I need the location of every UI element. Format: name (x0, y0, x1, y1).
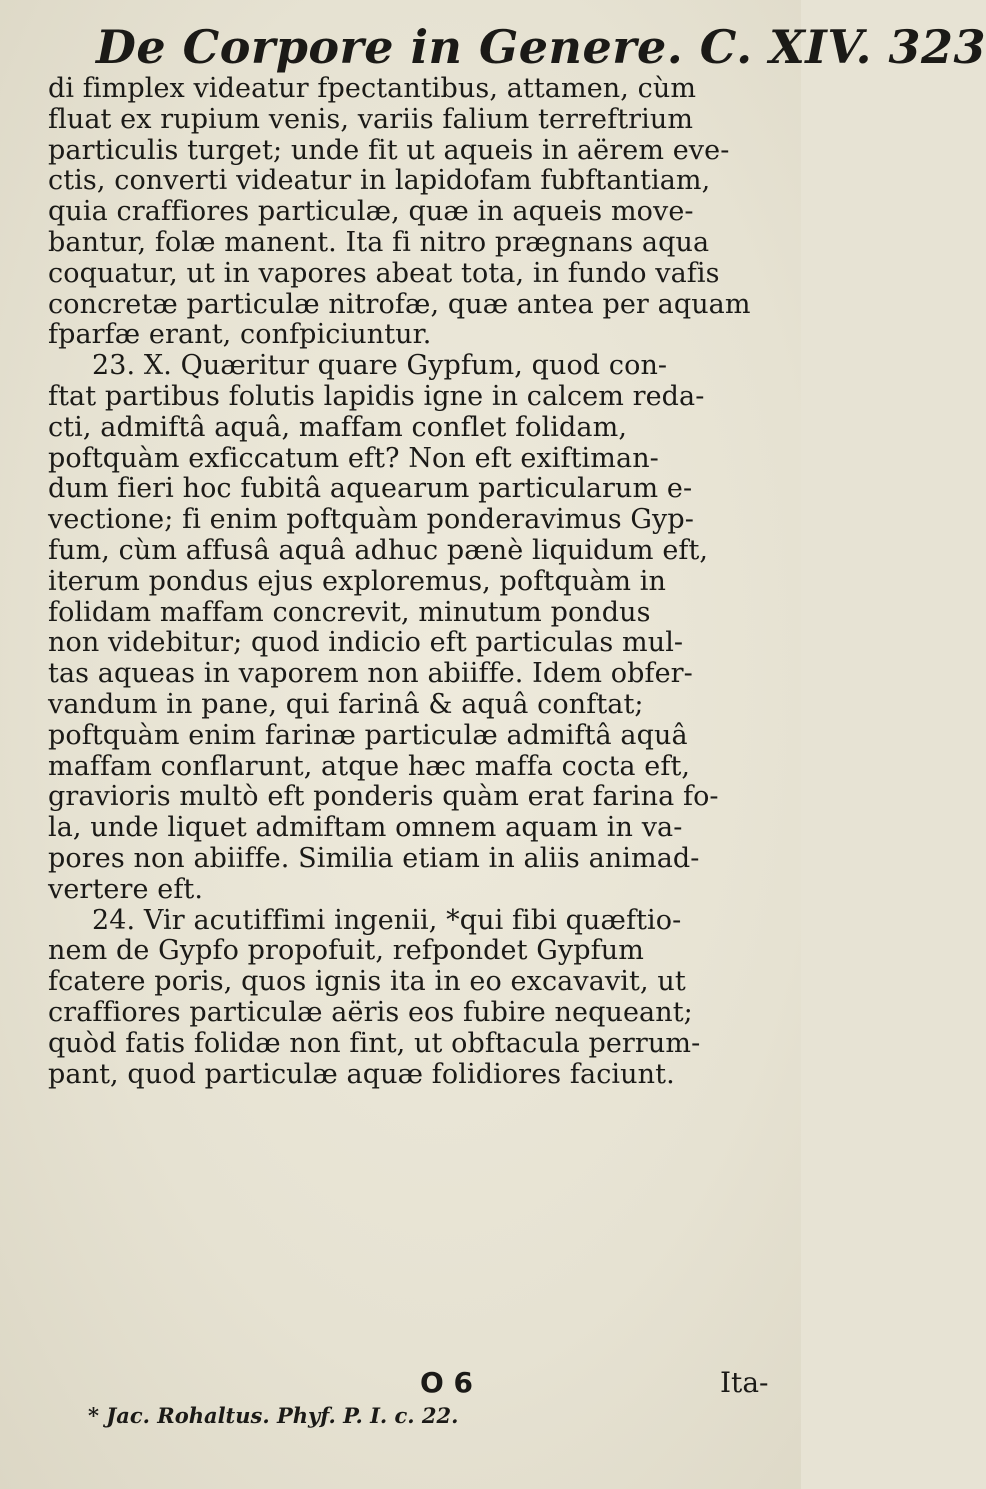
text-line: folidam maffam concrevit, minutum pondus (48, 596, 651, 628)
text-line: ftat partibus folutis lapidis igne in calcem reda- (48, 380, 705, 412)
text-line: bantur, folæ manent. Ita fi nitro prægnans aqua (48, 226, 710, 258)
text-line: ctis, converti videatur in lapidofam fubftantiam, (48, 165, 711, 197)
footnote: * Jac. Rohaltus. Phyf. P. I. c. 22. (88, 1403, 459, 1428)
text-line: nem de Gypfo propofuit, refpondet Gypfum (48, 935, 644, 967)
text-line: poftquàm enim farinæ particulæ admiftâ aquâ (48, 719, 688, 751)
text-line: gravioris multò eft ponderis quàm erat farina fo- (48, 781, 719, 813)
text-line: vandum in pane, qui farinâ & aquâ conftat; (48, 688, 644, 720)
text-line: la, unde liquet admiftam omnem aquam in va- (48, 812, 683, 844)
text-line: poftquàm exficcatum eft? Non eft exiftiman- (48, 442, 659, 474)
catchword: Ita- (720, 1366, 769, 1399)
text-line: particulis turget; unde fit ut aqueis in aërem eve- (48, 134, 730, 166)
signature-line (48, 1366, 788, 1400)
text-line: pores non abiiffe. Similia etiam in aliis animad- (48, 842, 700, 874)
text-line: non videbitur; quod indicio eft particulas mul- (48, 627, 684, 659)
signature-mark: O 6 (420, 1366, 474, 1399)
body-text (48, 74, 788, 1090)
text-line: fcatere poris, quos ignis ita in eo excavavit, ut (48, 966, 686, 998)
text-line: 23. X. Quæritur quare Gypfum, quod con- (92, 350, 668, 382)
running-header: De Corpore in Genere. C. XIV. 323 (96, 20, 986, 74)
text-line: fum, cùm affusâ aquâ adhuc pænè liquidum eft, (48, 534, 709, 566)
text-line: di fimplex videatur fpectantibus, attamen, cùm (48, 73, 697, 104)
text-line: fparfæ erant, confpiciuntur. (48, 319, 432, 351)
text-line: coquatur, ut in vapores abeat tota, in fundo vafis (48, 257, 720, 289)
text-line: iterum pondus ejus exploremus, poftquàm in (48, 565, 667, 597)
text-line: vectione; fi enim poftquàm ponderavimus Gyp- (48, 504, 695, 536)
text-line: concretæ particulæ nitrofæ, quæ antea per aquam (48, 288, 751, 320)
text-line: 24. Vir acutiffimi ingenii, *qui fibi quæftio- (92, 904, 682, 936)
text-line: pant, quod particulæ aquæ folidiores faciunt. (48, 1058, 675, 1090)
text-line: quòd fatis folidæ non fint, ut obftacula perrum- (48, 1027, 701, 1059)
text-line: quia craffiores particulæ, quæ in aqueis move- (48, 196, 694, 228)
text-line: cti, admiftâ aquâ, maffam conflet folidam, (48, 411, 628, 443)
text-line: maffam conflarunt, atque hæc maffa cocta eft, (48, 750, 691, 782)
text-line: fluat ex rupium venis, variis falium terreftrium (48, 103, 694, 135)
text-line: vertere eft. (48, 873, 204, 905)
text-line: craffiores particulæ aëris eos fubire nequeant; (48, 996, 693, 1028)
text-line: dum fieri hoc fubitâ aquearum particularum e- (48, 473, 693, 505)
text-line: tas aqueas in vaporem non abiiffe. Idem obfer- (48, 658, 693, 690)
